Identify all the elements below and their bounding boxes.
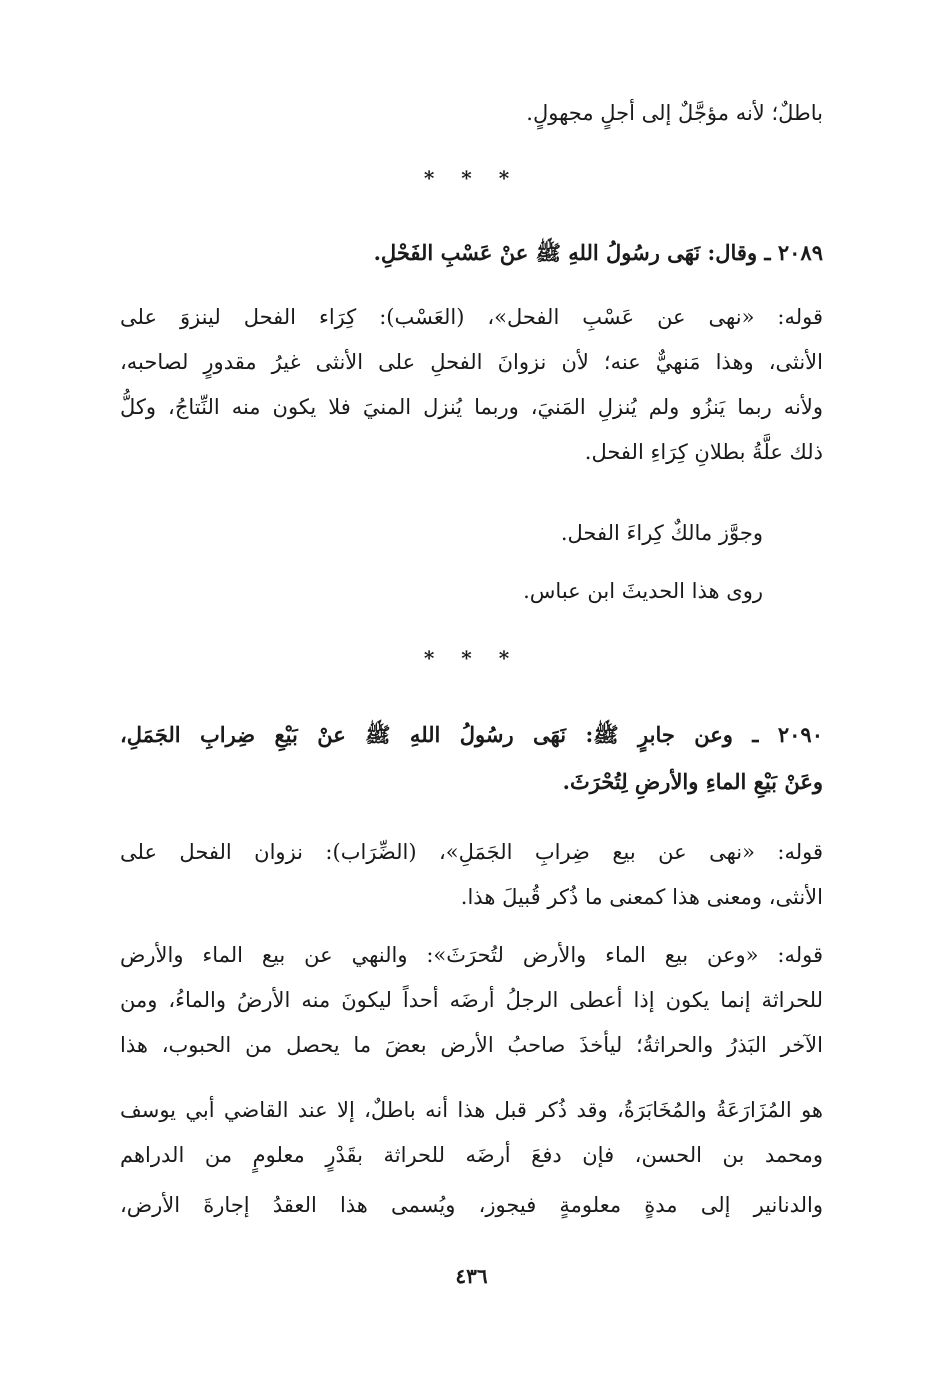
page-number: ٤٣٦	[455, 1264, 488, 1288]
section-separator: * * *	[423, 166, 520, 190]
text-line: قوله: «نهى عن عَسْبِ الفحل»، (العَسْب): كِرَاء الفحل لينزوَ على	[120, 305, 823, 329]
text-line: والدنانير إلى مدةٍ معلومةٍ فيجوز، ويُسمى هذا العقدُ إجارةَ الأرض،	[120, 1193, 823, 1217]
text-line: الآخر البَذرُ والحراثةُ؛ ليأخذَ صاحبُ الأرض بعضَ ما يحصل من الحبوب، هذا	[120, 1033, 823, 1057]
text-line: هو المُزَارَعَةُ والمُخَابَرَةُ، وقد ذُكر قبل هذا أنه باطلٌ، إلا عند القاضي أبي يوسف	[120, 1098, 823, 1122]
hadith-heading: ٢٠٩٠ ـ وعن جابرٍ ﷺ: نَهَى رسُولُ اللهِ ﷺ عنْ بَيْعِ ضِرابِ الجَمَلِ،	[120, 722, 823, 747]
hadith-heading: وعَنْ بَيْعِ الماءِ والأرضِ لِتُحْرَثَ.	[562, 769, 823, 794]
section-separator: * * *	[423, 646, 520, 670]
text-line: قوله: «وعن بيع الماء والأرض لتُحرَثَ»: والنهي عن بيع الماء والأرض	[120, 943, 823, 967]
text-line: باطلٌ؛ لأنه مؤجَّلٌ إلى أجلٍ مجهولٍ.	[526, 101, 823, 125]
text-line: للحراثة إنما يكون إذا أعطى الرجلُ أرضَه أحداً ليكونَ منه الأرضُ والماءُ، ومن	[120, 988, 823, 1012]
hadith-heading: ٢٠٨٩ ـ وقال: نَهَى رسُولُ اللهِ ﷺ عنْ عَسْبِ الفَحْلِ.	[373, 240, 823, 265]
text-line: وجوَّز مالكٌ كِراءَ الفحل.	[560, 521, 763, 545]
text-line: روى هذا الحديثَ ابن عباس.	[523, 579, 763, 603]
text-line: قوله: «نهى عن بيع ضِرابِ الجَمَلِ»، (الضِّرَاب): نزوان الفحل على	[120, 840, 823, 864]
text-line: الأنثى، وهذا مَنهيٌّ عنه؛ لأن نزوانَ الفحلِ على الأنثى غيرُ مقدورٍ لصاحبه،	[120, 350, 823, 374]
text-line: ذلك علَّةُ بطلانِ كِرَاءِ الفحل.	[584, 440, 823, 464]
text-line: ومحمد بن الحسن، فإن دفعَ أرضَه للحراثة بقَدْرٍ معلومٍ من الدراهم	[120, 1143, 823, 1167]
text-line: ولأنه ربما يَنزُو ولم يُنزلِ المَنيَ، وربما يُنزل المنيَ فلا يكون منه النِّتاجُ، وكلُّ	[120, 395, 823, 419]
text-line: الأنثى، ومعنى هذا كمعنى ما ذُكر قُبيلَ هذا.	[460, 885, 823, 909]
